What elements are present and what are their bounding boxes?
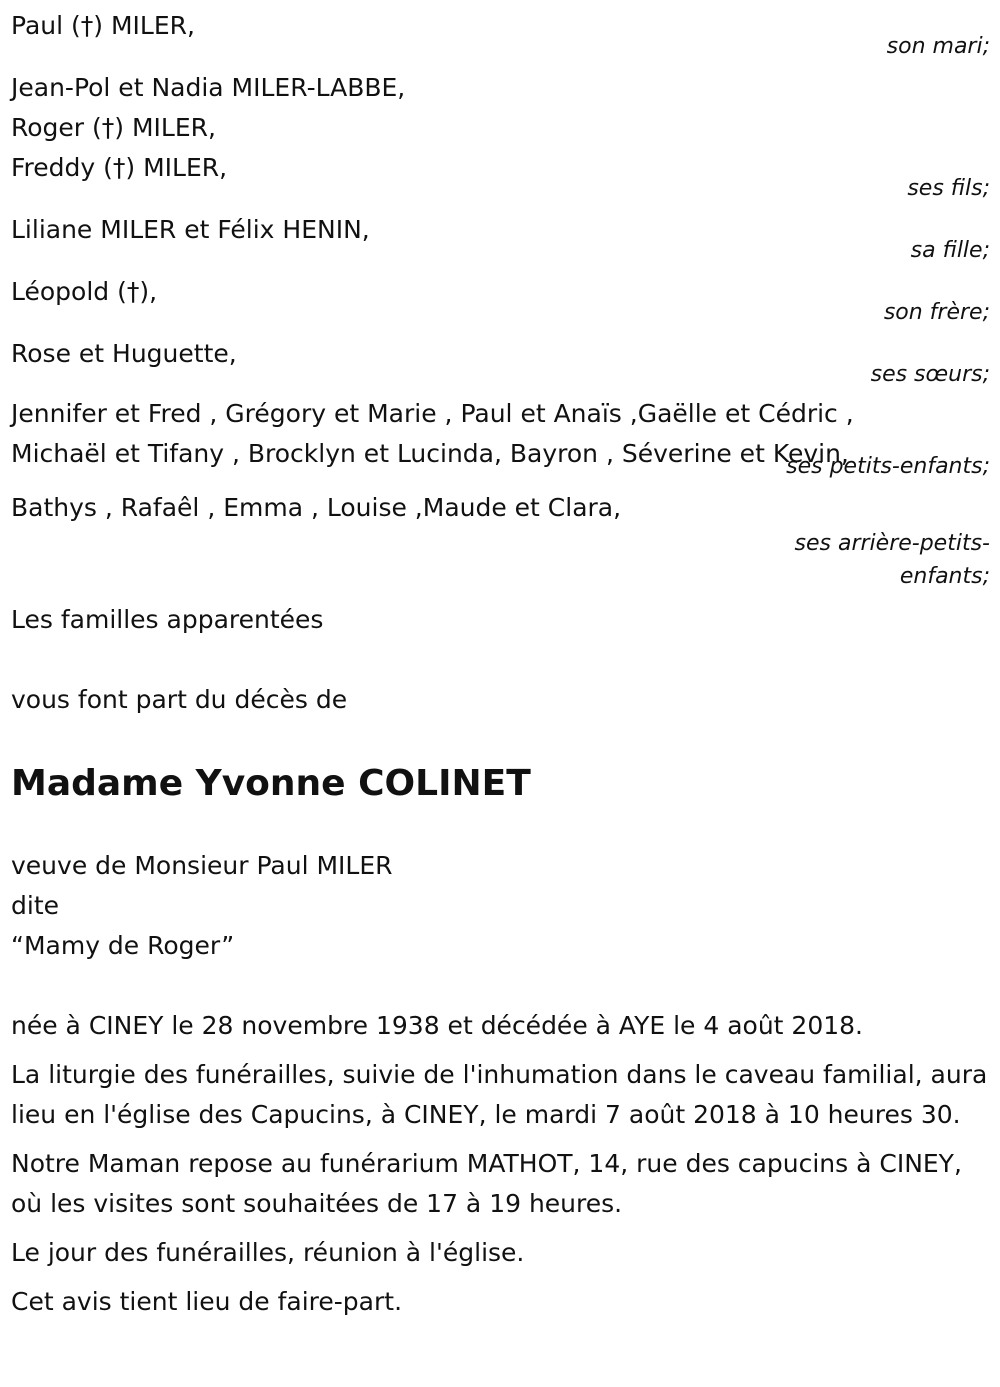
relationship-label: sa fille; xyxy=(910,238,990,263)
family-member-line: Jennifer et Fred , Grégory et Marie , Paul et Anaïs ,Gaëlle et Cédric , xyxy=(11,399,854,428)
family-group-brother xyxy=(11,272,990,328)
deceased-name: Madame Yvonne COLINET xyxy=(11,763,531,804)
gathering-paragraph: Le jour des funérailles, réunion à l'église. xyxy=(11,1238,525,1267)
family-member-line: Rose et Huguette, xyxy=(11,339,237,368)
relationship-label: son frère; xyxy=(883,300,990,325)
family-member-line: Roger (†) MILER, xyxy=(11,113,216,142)
birth-death-paragraph: née à CINEY le 28 novembre 1938 et décédée à AYE le 4 août 2018. xyxy=(11,1011,863,1040)
nickname: “Mamy de Roger” xyxy=(11,931,235,960)
relationship-label: ses fils; xyxy=(907,176,990,201)
family-member-line: Bathys , Rafaêl , Emma , Louise ,Maude et Clara, xyxy=(11,493,622,522)
closing-paragraph: Cet avis tient lieu de faire-part. xyxy=(11,1287,403,1316)
announcement-line: vous font part du décès de xyxy=(11,685,348,714)
funeral-paragraph: La liturgie des funérailles, suivie de l'inhumation dans le caveau familial, aura lieu en l'église des Capucins, à CINEY, le mardi 7 août 2018 à 10 heures 30. xyxy=(11,1060,988,1129)
family-member-line: Liliane MILER et Félix HENIN, xyxy=(11,215,370,244)
family-member-line: Jean-Pol et Nadia MILER-LABBE, xyxy=(11,73,406,102)
visitation-paragraph: Notre Maman repose au funérarium MATHOT, 14, rue des capucins à CINEY, où les visites sont souhaitées de 17 à 19 heures. xyxy=(11,1149,962,1218)
relationship-label: ses arrière-petits- xyxy=(794,531,990,556)
widow-of-line: veuve de Monsieur Paul MILER xyxy=(11,851,393,880)
family-member-line: Michaël et Tifany , Brocklyn et Lucinda, Bayron , Séverine et Kevin, xyxy=(11,439,849,468)
family-group-sons xyxy=(11,68,990,204)
family-group-daughter xyxy=(11,210,990,266)
known-as-label: dite xyxy=(11,891,59,920)
family-group-sisters xyxy=(11,334,990,390)
family-group-spouse xyxy=(11,6,990,62)
family-member-line: Freddy (†) MILER, xyxy=(11,153,228,182)
relationship-label: son mari; xyxy=(886,34,990,59)
family-member-line: Léopold (†), xyxy=(11,277,158,306)
relationship-label: ses sœurs; xyxy=(870,362,990,387)
family-group-great-grandchildren xyxy=(11,488,990,596)
relationship-label: enfants; xyxy=(899,564,990,589)
family-member-line: Paul (†) MILER, xyxy=(11,11,195,40)
related-families: Les familles apparentées xyxy=(11,605,324,634)
relationship-label: ses petits-enfants; xyxy=(786,454,990,479)
family-group-grandchildren xyxy=(11,394,990,482)
